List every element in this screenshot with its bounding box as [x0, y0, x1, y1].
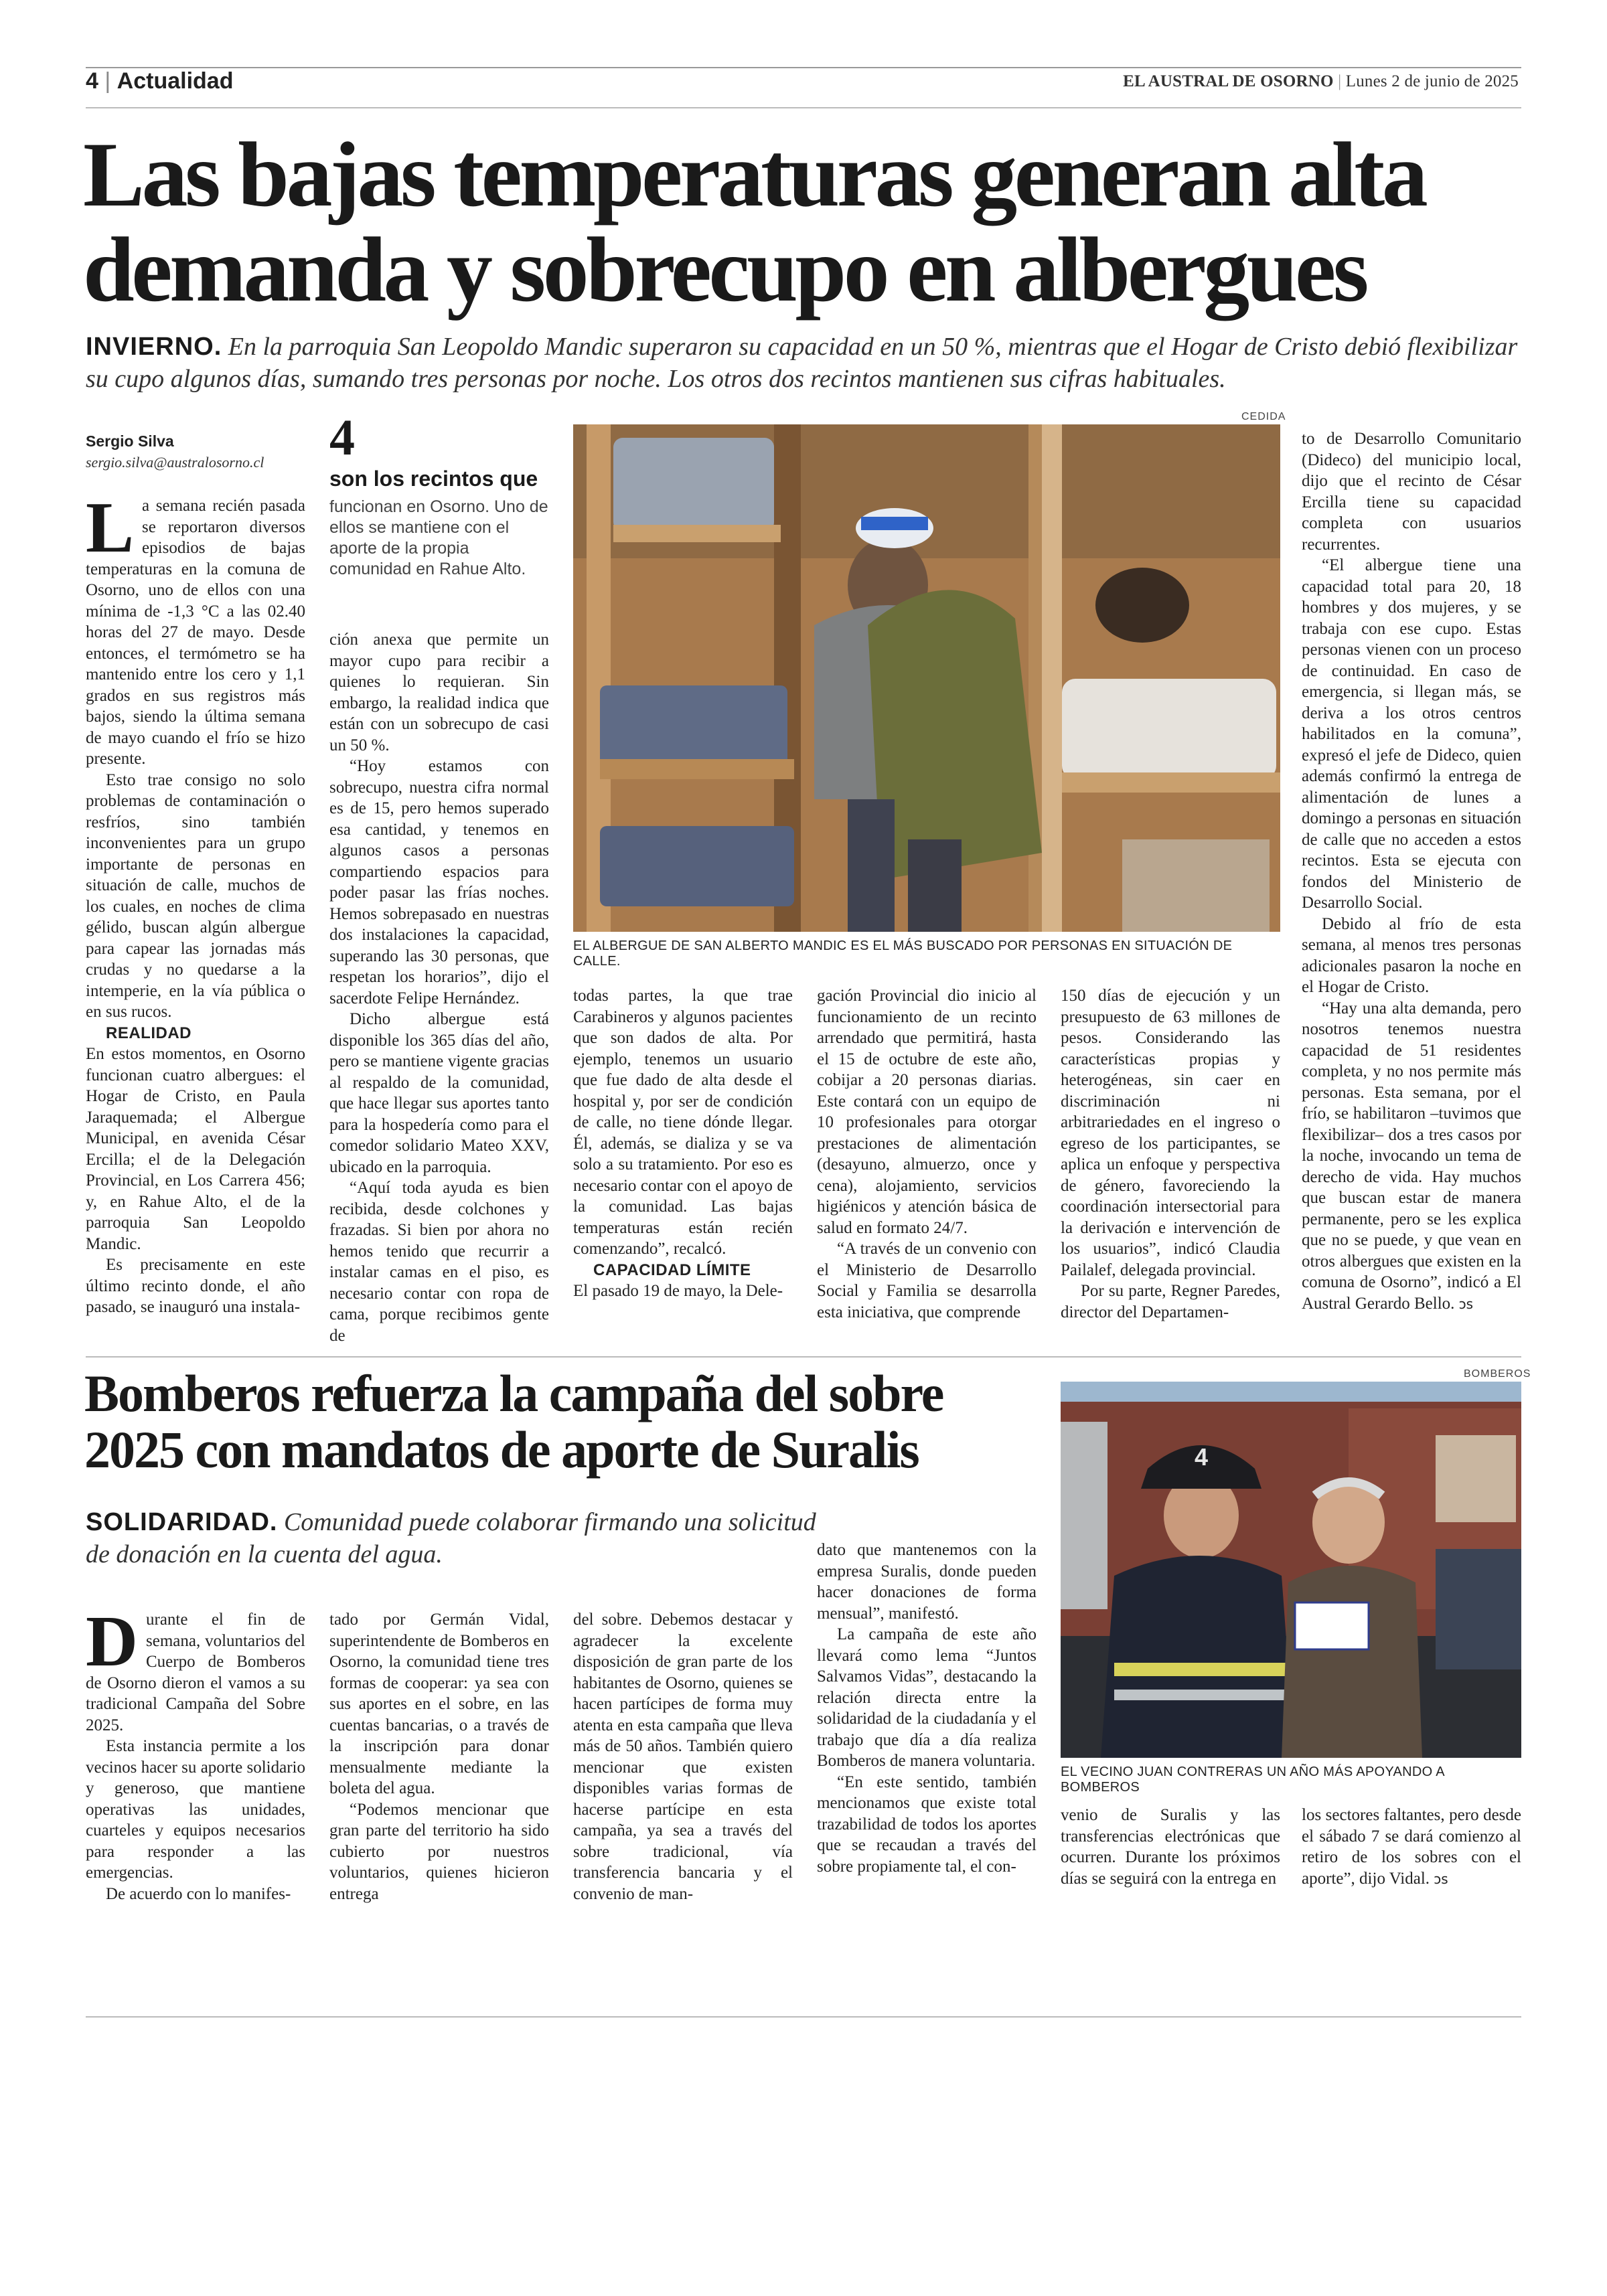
highlight-text: funcionan en Osorno. Uno de ellos se mantiene con el aporte de la propia comunidad en Rahue Alto. [329, 497, 548, 578]
photo1-caption: EL ALBERGUE DE SAN ALBERTO MANDIC ES EL MÁS BUSCADO POR PERSONAS EN SITUACIÓN DE CALLE. [573, 938, 1233, 969]
article2-col4-p2: La campaña de este año llevará como lema “Juntos Salvamos Vidas”, destacando la relación directa entre la solidaridad de la ciudadanía y el trabajo que día a día realiza Bomberos de manera voluntaria. [817, 1625, 1037, 1770]
article2-col2-p2: “Podemos mencionar que gran parte del territorio ha sido cubierto por nuestros voluntarios, quienes hicieron entrega [329, 1800, 549, 1903]
article1-col2-p1: ción anexa que permite un mayor cupo para recibir a quienes lo requieran. Sin embargo, la realidad indica que están con un sobrecupo de casi un 50 %. [329, 631, 549, 754]
article1-col5-p1: 150 días de ejecución y un presupuesto de 63 millones de pesos. Considerando las características propias y heterogéneas, sin caer en discriminación ni arbitrariedades en el ingreso o egreso de los participantes, se aplica un enfoque y perspectiva de género, favoreciendo la coordinación intersectorial para la derivación e intervención de los usuarios”, indicó Claudia Pailalef, delegada provincial. [1061, 987, 1280, 1279]
article1-col2-p3: Dicho albergue está disponible los 365 días del año, pero se mantiene vigente gracias al respaldo de la comunidad, que hace llegar sus aportes tanto para la hospedería como para el comedor solidario Mateo XXV, ubicado en la parroquia. [329, 1010, 549, 1176]
article2-headline-line1: Bomberos refuerza la campaña del sobre [84, 1364, 943, 1422]
shelter-photo [573, 424, 1280, 932]
article2-column-4 [817, 1540, 1037, 1877]
photo2-caption: EL VECINO JUAN CONTRERAS UN AÑO MÁS APOYANDO A BOMBEROS [1061, 1765, 1444, 1795]
article1-subhead-capacidad: CAPACIDAD LÍMITE [593, 1260, 751, 1279]
firefighter-photo-illustration [1061, 1382, 1521, 1758]
article1-deck-text: En la parroquia San Leopoldo Mandic superaron su capacidad en un 50 %, mientras que el Hogar de Cristo debió flexibilizar su cupo algunos días, sumando tres personas por noche. Los otros dos recintos mantienen sus cifras habituales. [86, 333, 1518, 393]
article1-col1-p3: En estos momentos, en Osorno funcionan cuatro albergues: el Hogar de Cristo, en Paula Jaraquemada; el Albergue Municipal, en avenida César Ercilla; el de la Delegación Provincial, en Los Carrera 456; y, en Rahue Alto, el de la parroquia San Leopoldo Mandic. [86, 1045, 305, 1253]
article1-headline-line2: demanda y sobrecupo en albergues [83, 218, 1366, 321]
article1-col6-p1: to de Desarrollo Comunitario (Dideco) del municipio local, dijo que el recinto de César Ercilla tiene su capacidad completa con usuarios recurrentes. [1302, 430, 1521, 554]
article2-col1-p2: Esta instancia permite a los vecinos hacer su aporte solidario y generoso, que mantiene operativas las unidades, cuarteles y equipos necesarios para responder a las emergencias. [86, 1737, 305, 1882]
article1-col5-p2: Por su parte, Regner Paredes, director del Departamen- [1061, 1282, 1280, 1321]
article2-col6-p1 [1302, 1805, 1521, 1890]
article1-col1-lead [86, 488, 305, 770]
article1-col4-p1: gación Provincial dio inicio al funcionamiento de un recinto arrendado que permitirá, hasta el 15 de octubre de este año, cobijar a 20 personas diarias. Este contará con un equipo de 10 profesionales para otorgar prestaciones de alimentación (desayuno, almuerzo, once y cena), alojamiento, servicios higiénicos y atención básica de salud en formato 24/7. [817, 987, 1037, 1237]
article1-column-5 [1061, 985, 1280, 1323]
bottom-rule [86, 2016, 1521, 2018]
article1-col6-p3: Debido al frío de esta semana, al menos tres personas adicionales pasaron la noche en el Hogar de Cristo. [1302, 914, 1521, 996]
article2-col4-p3: “En este sentido, también mencionamos que existe total trazabilidad de todos los aportes que se recaudan a través del sobre propiamente tal, el con- [817, 1773, 1037, 1876]
publication-date: Lunes 2 de junio de 2025 [1345, 72, 1519, 90]
article1-headline [83, 123, 1529, 321]
article1-col1-p1: a semana recién pasada se reportaron diversos episodios de bajas temperaturas en la comuna de Osorno, uno de ellos con una mínima de -1,3 °C a las 02.40 horas del 27 de mayo. Desde entonces, el termómetro se ha mantenido entre los cero y 1,1 grados en sus registros más bajos, siendo la última semana de mayo cuando el frío se hizo presente. [86, 497, 305, 768]
donation-envelope [1295, 1603, 1369, 1649]
article2-col2-p1: tado por Germán Vidal, superintendente de Bomberos en Osorno, la comunidad tiene tres formas de cooperar: ya sea con sus aportes en el sobre, en las cuentas bancarias, o a través de la inscripción para donar mensualmente mediante la boleta del agua. [329, 1611, 549, 1797]
article2-headline-line2: 2025 con mandatos de aporte de Suralis [84, 1420, 919, 1479]
article1-column-6 [1302, 428, 1521, 1315]
highlight-number: 4 [329, 410, 355, 466]
article2-column-1 [86, 1602, 305, 1904]
article1-subhead-realidad: REALIDAD [106, 1023, 192, 1042]
top-rule [86, 67, 1521, 68]
article2-column-5 [1061, 1805, 1280, 1889]
article1-column-1 [86, 488, 305, 1318]
article1-col2-p2: “Hoy estamos con sobrecupo, nuestra cifra normal es de 15, pero hemos superado esa cantidad, y tenemos en algunos casos a personas compartiendo espacios para poder pasar las frías noches. Hemos sobrepasado en nuestras dos instalaciones la capacidad, superando las 30 personas, que respetan los horarios”, dijo el sacerdote Felipe Hernández. [329, 757, 549, 1007]
article1-col3-p2: El pasado 19 de mayo, la Dele- [573, 1282, 783, 1300]
article2-deck-text: Comunidad puede colaborar firmando una solicitud de donación en la cuenta del agua. [86, 1508, 816, 1568]
article2-kicker: SOLIDARIDAD. [86, 1508, 278, 1536]
article2-headline [84, 1366, 1022, 1478]
article1-col6-p4 [1302, 998, 1521, 1315]
section-name: Actualidad [117, 68, 234, 94]
article1-col6-p4-text: “Hay una alta demanda, pero nosotros tenemos nuestra capacidad de 51 residentes completa, y no nos permite más personas. Esta semana, por el frío, se habilitaron –tuvimos que flexibilizar– dos a tres casos por la noche, invocando un tema de derecho de vida. Hay muchos que buscan estar de manera permanente, pero se les explica que no se puede, y que vean en otros albergues que existen en la comuna de Osorno”, indicó a El Austral Gerardo Bello. [1302, 999, 1521, 1313]
article-divider [86, 1356, 1521, 1358]
article1-kicker: INVIERNO. [86, 333, 222, 361]
header-rule [86, 107, 1521, 108]
article2-dropcap: D [86, 1602, 138, 1682]
article1-col2-p4: “Aquí toda ayuda es bien recibida, desde colchones y frazadas. Si bien por ahora no hemos tenido que recurrir a instalar camas en el piso, es necesario contar con ropa de cama, porque recibimos gente de [329, 1179, 549, 1345]
author-email: sergio.silva@australosorno.cl [86, 454, 264, 471]
helmet-number: 4 [1194, 1443, 1209, 1471]
publication-name: EL AUSTRAL DE OSORNO [1123, 72, 1334, 90]
article1-col6-p2: “El albergue tiene una capacidad total para 20, 18 hombres y dos mujeres, y se trabaja con ese cupo. Estas personas vienen con un proceso de continuidad. En caso de emergencia, si llegan más, se deriva a los otros centros habilitados en la comuna”, expresó el jefe de Dideco, quien además confirmó la entrega de alimentación de lunes a domingo a personas en situación de calle que no acceden a estos recintos. Esta se ejecuta con fondos del Ministerio de Desarrollo Social. [1302, 556, 1521, 912]
author-name: Sergio Silva [86, 432, 174, 450]
article2-col1-p1: urante el fin de semana, voluntarios del Cuerpo de Bomberos de Osorno dieron el vamos a su tradicional Campaña del Sobre 2025. [86, 1611, 305, 1734]
article1-column-4 [817, 985, 1037, 1323]
article1-col4-p2: “A través de un convenio con el Ministerio de Desarrollo Social y Familia se desarrolla esta iniciativa, que comprende [817, 1240, 1037, 1321]
article1-column-3 [573, 985, 793, 1302]
article2-col3-p1: del sobre. Debemos destacar y agradecer la excelente disposición de gran parte de los habitantes de Osorno, quienes se hacen partícipes de forma muy atenta en esta campaña que lleva más de 50 años. También quiero mencionar que existen disponibles varias formas de hacerse partícipe en esta campaña, ya sea a través del sobre tradicional, vía transferencia bancaria y el convenio de man- [573, 1611, 793, 1903]
article2-column-2 [329, 1609, 549, 1904]
article1-deck [86, 331, 1532, 395]
article1-col1-p2: Esto trae consigo no solo problemas de contaminación o resfríos, sino también inconvenientes para un grupo importante de personas en situación de calle, muchos de los cuales, en noches de clima gélido, buscan algún albergue para capear las jornadas más crudas y no quedarse a la intemperie, en la vía pública o en sus rucos. [86, 770, 305, 1021]
article2-col1-lead [86, 1602, 305, 1736]
article2-column-6 [1302, 1805, 1521, 1890]
photo1-credit: CEDIDA [1241, 411, 1286, 422]
article1-column-2 [329, 629, 549, 1346]
photo2-credit: BOMBEROS [1464, 1368, 1531, 1380]
firefighter-photo [1061, 1382, 1521, 1758]
masthead [1123, 72, 1519, 91]
article1-dropcap: L [86, 488, 135, 568]
article1-col3-p1: todas partes, la que trae Carabineros y algunos pacientes que son dados de alta. Por ejemplo, tenemos un usuario que fue dado de alta desde el hospital y, por ser de condición de calle, no tiene dónde llegar. Él, además, se dializa y se va solo a su tratamiento. Por eso es necesario contar con el apoyo de la comunidad. Las bajas temperaturas están recién comenzando”, recalcó. [573, 987, 793, 1258]
article2-deck [86, 1506, 822, 1570]
article1-end-mark: ↄs [1458, 1295, 1474, 1312]
page-number: 4 [86, 68, 98, 94]
article2-col5-p1: venio de Suralis y las transferencias electrónicas que ocurren. Durante los próximos días se seguirá con la entrega en [1061, 1806, 1280, 1888]
article2-col4-p1: dato que mantenemos con la empresa Suralis, donde pueden hacer donaciones de forma mensual”, manifestó. [817, 1541, 1037, 1623]
article2-col1-p3: De acuerdo con lo manifes- [106, 1884, 291, 1903]
article1-col1-p4: Es precisamente en este último recinto donde, el año pasado, se inauguró una instala- [86, 1256, 305, 1316]
masthead-separator: | [1338, 72, 1346, 90]
article2-end-mark: ↄs [1434, 1870, 1448, 1887]
highlight-title: son los recintos que [329, 467, 538, 491]
folio-separator: | [104, 68, 117, 94]
shelter-photo-illustration [573, 424, 1280, 932]
article2-col6-p1-text: los sectores faltantes, pero desde el sábado 7 se dará comienzo al retiro de los sobres con el aporte”, dijo Vidal. [1302, 1806, 1521, 1888]
article2-column-3 [573, 1609, 793, 1904]
page-folio [86, 68, 233, 94]
article1-headline-line1: Las bajas temperaturas generan alta [83, 123, 1426, 226]
